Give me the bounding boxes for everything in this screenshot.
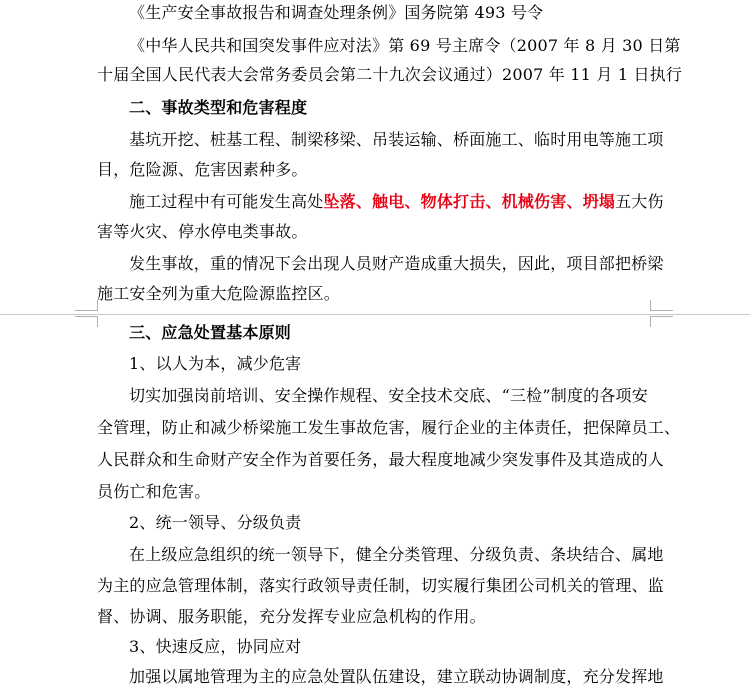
paragraph-line: 督、协调、服务职能，充分发挥专业应急机构的作用。	[97, 607, 486, 626]
highlight-separator: 、	[485, 192, 502, 211]
highlight-collapse: 坍塌	[582, 192, 616, 211]
highlight-separator: 、	[404, 192, 421, 211]
highlight-electric-shock: 触电	[372, 192, 405, 211]
paragraph-line: 全管理，防止和减少桥梁施工发生事故危害，履行企业的主体责任，把保障员工、	[97, 418, 681, 437]
paragraph-line: 发生事故，重的情况下会出现人员财产造成重大损失，因此，项目部把桥梁	[129, 254, 664, 273]
regulation-line-2: 《中华人民共和国突发事件应对法》第 69 号主席令（2007 年 8 月 30 日第	[129, 36, 681, 55]
highlight-machinery-injury: 机械伤害	[501, 192, 567, 211]
regulation-line-1: 《生产安全事故报告和调查处理条例》国务院第 493 号令	[129, 3, 544, 22]
highlight-object-strike: 物体打击	[420, 192, 486, 211]
paragraph-line: 为主的应急管理体制，落实行政领导责任制，切实履行集团公司机关的管理、监	[97, 576, 665, 595]
paragraph-line: 害等火灾、停水停电类事故。	[97, 222, 308, 241]
paragraph-line: 施工安全列为重大危险源监控区。	[97, 284, 341, 303]
subheading-1: 1、以人为本，减少危害	[129, 354, 302, 373]
text-run: 五大伤	[615, 192, 664, 211]
highlight-separator: 、	[355, 192, 373, 211]
section-heading-3: 三、应急处置基本原则	[129, 323, 292, 342]
text-run: 施工过程中有可能发生高处	[129, 192, 324, 211]
page-separator	[0, 314, 750, 315]
highlight-separator: 、	[566, 192, 583, 211]
paragraph-line: 人民群众和生命财产安全作为首要任务，最大程度地减少突发事件及其造成的人	[97, 450, 665, 469]
paragraph-line: 在上级应急组织的统一领导下，健全分类管理、分级负责、条块结合、属地	[129, 545, 664, 564]
paragraph-line: 基坑开挖、桩基工程、制梁移梁、吊装运输、桥面施工、临时用电等施工项	[129, 130, 664, 149]
regulation-line-3: 十届全国人民代表大会常务委员会第二十九次会议通过）2007 年 11 月 1 日执行	[97, 65, 683, 84]
paragraph-line: 目，危险源、危害因素种多。	[97, 160, 308, 179]
page-corner-mark	[650, 300, 673, 311]
paragraph-line: 员伤亡和危害。	[97, 482, 211, 501]
page-corner-mark	[75, 316, 98, 327]
paragraph-line: 切实加强岗前培训、安全操作规程、安全技术交底、“三检”制度的各项安	[129, 386, 648, 405]
page-corner-mark	[75, 300, 98, 311]
accident-types-line	[129, 191, 689, 213]
subheading-3: 3、快速反应，协同应对	[129, 637, 302, 656]
section-heading-2: 二、事故类型和危害程度	[129, 98, 308, 117]
paragraph-line: 加强以属地管理为主的应急处置队伍建设，建立联动协调制度，充分发挥地	[129, 667, 664, 686]
subheading-2: 2、统一领导、分级负责	[129, 513, 302, 532]
highlight-fall: 坠落	[323, 192, 356, 211]
